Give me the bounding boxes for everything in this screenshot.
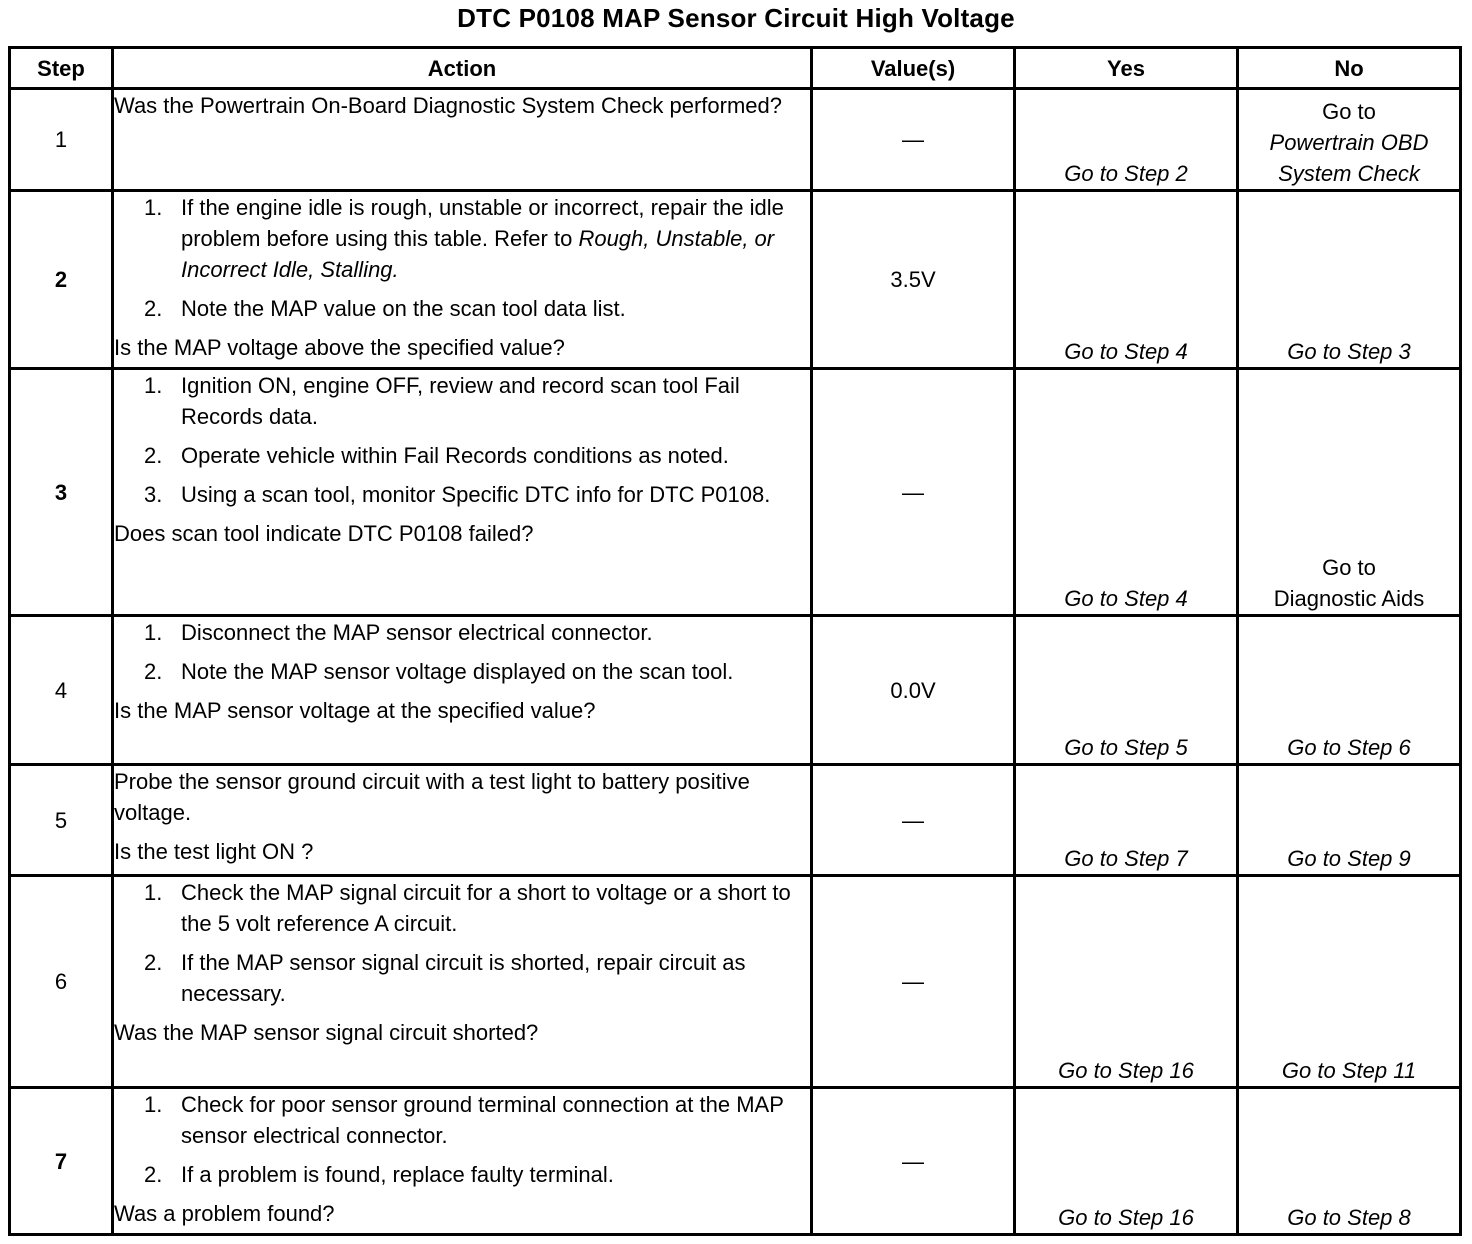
action-cell bbox=[113, 1088, 812, 1235]
step-number: 6 bbox=[10, 876, 113, 1088]
action-question: Was a problem found? bbox=[114, 1201, 335, 1226]
step-number: 5 bbox=[10, 765, 113, 876]
value-cell: — bbox=[812, 1088, 1015, 1235]
action-cell bbox=[113, 616, 812, 765]
list-item: 3. Using a scan tool, monitor Specific DTC info for DTC P0108. bbox=[144, 482, 771, 507]
table-row bbox=[10, 876, 1461, 1088]
action-cell bbox=[113, 191, 812, 369]
list-item: 1. Disconnect the MAP sensor electrical connector. bbox=[144, 620, 653, 645]
table-row bbox=[10, 191, 1461, 369]
no-link[interactable]: Go to Step 11 bbox=[1238, 876, 1461, 1088]
list-item: 1. Check for poor sensor ground terminal connection at the MAP sensor electrical connector. bbox=[144, 1092, 784, 1148]
step-number: 1 bbox=[10, 89, 113, 191]
table-row bbox=[10, 1088, 1461, 1235]
action-cell bbox=[113, 369, 812, 616]
action-list bbox=[114, 370, 810, 518]
list-item: 2. Note the MAP value on the scan tool data list. bbox=[144, 296, 626, 321]
header-values: Value(s) bbox=[812, 48, 1015, 89]
yes-link[interactable]: Go to Step 5 bbox=[1015, 616, 1238, 765]
table-row bbox=[10, 369, 1461, 616]
no-link[interactable]: Go to Step 6 bbox=[1238, 616, 1461, 765]
header-no: No bbox=[1238, 48, 1461, 89]
step-number: 2 bbox=[10, 191, 113, 369]
action-question: Does scan tool indicate DTC P0108 failed? bbox=[114, 521, 534, 546]
no-link[interactable]: Go to Step 8 bbox=[1238, 1088, 1461, 1235]
value-cell: — bbox=[812, 876, 1015, 1088]
yes-link[interactable]: Go to Step 4 bbox=[1015, 191, 1238, 369]
step-number: 4 bbox=[10, 616, 113, 765]
table-row bbox=[10, 89, 1461, 191]
yes-link[interactable]: Go to Step 7 bbox=[1015, 765, 1238, 876]
action-list bbox=[114, 877, 810, 1017]
list-item: 2. If the MAP sensor signal circuit is shorted, repair circuit as necessary. bbox=[144, 950, 746, 1006]
procedure-reference-link[interactable]: Rough, Unstable, or Incorrect Idle, Stalling. bbox=[181, 226, 775, 282]
no-reference-link[interactable]: Diagnostic Aids bbox=[1273, 586, 1425, 611]
action-list bbox=[114, 1089, 810, 1198]
action-cell bbox=[113, 89, 812, 191]
diagnostic-table bbox=[8, 46, 1462, 1236]
value-cell: — bbox=[812, 89, 1015, 191]
list-item: 2. Note the MAP sensor voltage displayed on the scan tool. bbox=[144, 659, 734, 684]
table-row bbox=[10, 765, 1461, 876]
no-goto-label: Go to bbox=[1322, 99, 1376, 124]
header-action: Action bbox=[113, 48, 812, 89]
action-question: Is the MAP voltage above the specified value? bbox=[114, 335, 565, 360]
yes-link[interactable]: Go to Step 16 bbox=[1015, 876, 1238, 1088]
action-text: Probe the sensor ground circuit with a test light to battery positive voltage. bbox=[114, 769, 750, 825]
step-number: 3 bbox=[10, 369, 113, 616]
action-list bbox=[114, 192, 810, 332]
step-number: 7 bbox=[10, 1088, 113, 1235]
action-text: Was the Powertrain On-Board Diagnostic System Check performed? bbox=[114, 93, 783, 118]
value-cell: 0.0V bbox=[812, 616, 1015, 765]
yes-link[interactable]: Go to Step 2 bbox=[1015, 89, 1238, 191]
list-item: 1. Check the MAP signal circuit for a short to voltage or a short to the 5 volt reference A circuit. bbox=[144, 880, 791, 936]
header-row bbox=[10, 48, 1461, 89]
value-cell: — bbox=[812, 765, 1015, 876]
list-item: 1. If the engine idle is rough, unstable or incorrect, repair the idle problem before using this table. Refer to Rough, Unstable, or Incorrect Idle, Stalling. bbox=[144, 195, 784, 282]
list-item: 1. Ignition ON, engine OFF, review and record scan tool Fail Records data. bbox=[144, 373, 740, 429]
action-question: Was the MAP sensor signal circuit shorted? bbox=[114, 1020, 539, 1045]
header-yes: Yes bbox=[1015, 48, 1238, 89]
action-cell bbox=[113, 765, 812, 876]
header-step: Step bbox=[10, 48, 113, 89]
list-item: 2. Operate vehicle within Fail Records conditions as noted. bbox=[144, 443, 729, 468]
no-reference-link[interactable]: Powertrain OBD System Check bbox=[1269, 130, 1429, 186]
no-cell[interactable] bbox=[1238, 89, 1461, 191]
table-row bbox=[10, 616, 1461, 765]
document-title: DTC P0108 MAP Sensor Circuit High Voltage bbox=[457, 3, 1015, 33]
yes-link[interactable]: Go to Step 4 bbox=[1015, 369, 1238, 616]
action-cell bbox=[113, 876, 812, 1088]
no-link[interactable]: Go to Step 9 bbox=[1238, 765, 1461, 876]
yes-link[interactable]: Go to Step 16 bbox=[1015, 1088, 1238, 1235]
no-cell[interactable] bbox=[1238, 369, 1461, 616]
no-link[interactable]: Go to Step 3 bbox=[1238, 191, 1461, 369]
value-cell: — bbox=[812, 369, 1015, 616]
action-list bbox=[114, 617, 810, 695]
action-question: Is the MAP sensor voltage at the specified value? bbox=[114, 698, 596, 723]
no-goto-label: Go to bbox=[1322, 555, 1376, 580]
action-question: Is the test light ON ? bbox=[114, 839, 314, 864]
list-item: 2. If a problem is found, replace faulty terminal. bbox=[144, 1162, 614, 1187]
value-cell: 3.5V bbox=[812, 191, 1015, 369]
